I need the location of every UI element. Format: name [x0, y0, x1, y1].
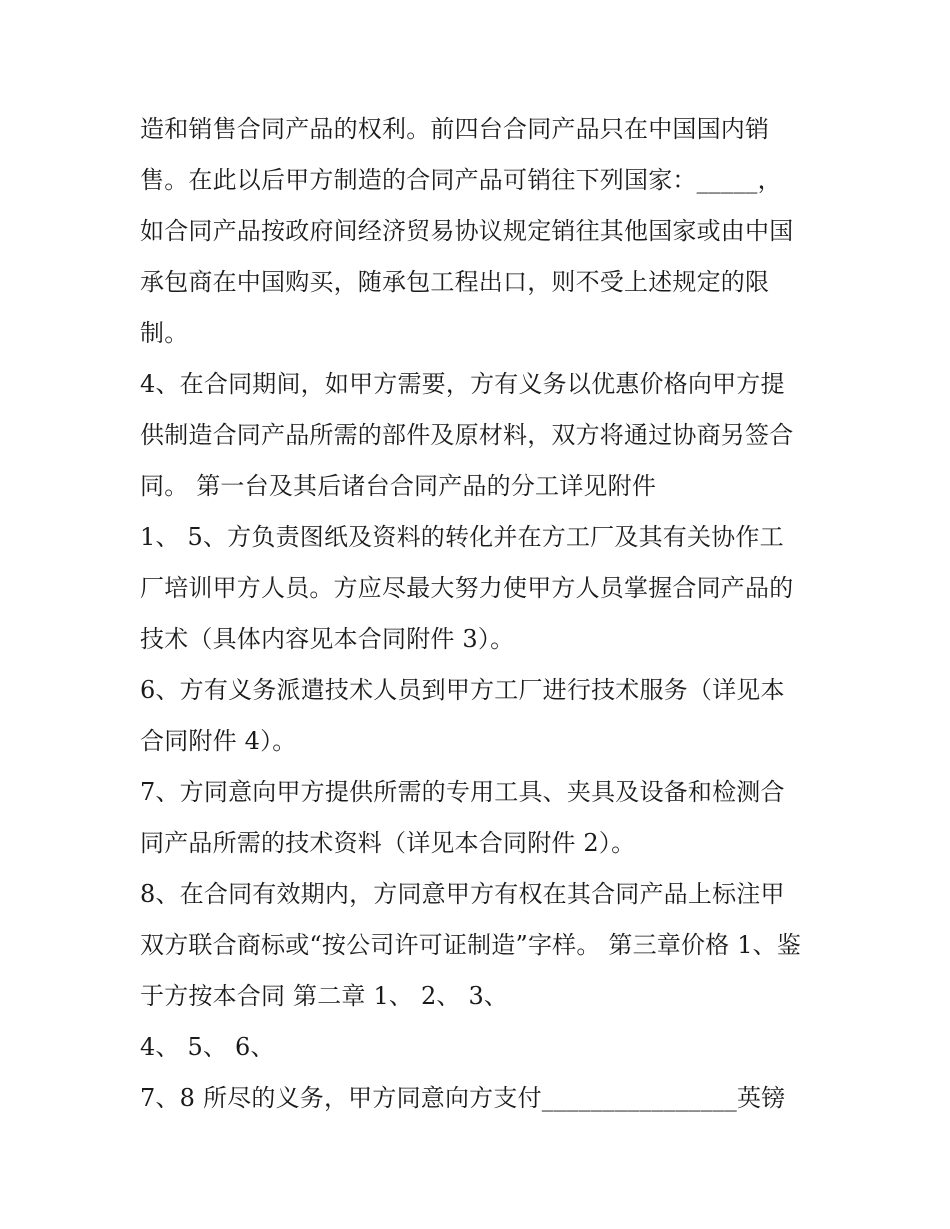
paragraph-line: 厂培训甲方人员。方应尽最大努力使甲方人员掌握合同产品的 [140, 574, 794, 602]
paragraph-line: 4、 5、 6、 [140, 1033, 275, 1061]
paragraph-line: 于方按本合同 第二章 1、 2、 3、 [140, 982, 509, 1010]
paragraph-line: 4、在合同期间，如甲方需要，方有义务以优惠价格向甲方提 [140, 370, 785, 398]
paragraph-line: 如合同产品按政府间经济贸易协议规定销往其他国家或由中国 [140, 217, 794, 245]
paragraph-line: 8、在合同有效期内，方同意甲方有权在其合同产品上标注甲 [140, 880, 785, 908]
paragraph-line: 同。 第一台及其后诸台合同产品的分工详见附件 [140, 472, 657, 500]
paragraph-line: 造和销售合同产品的权利。前四台合同产品只在中国国内销 [140, 115, 770, 143]
paragraph-line: 同产品所需的技术资料（详见本合同附件 2）。 [140, 829, 636, 857]
paragraph-line: 1、 5、方负责图纸及资料的转化并在方工厂及其有关协作工 [140, 523, 784, 551]
paragraph-line: 承包商在中国购买，随承包工程出口，则不受上述规定的限 [140, 268, 770, 296]
paragraph-line: 供制造合同产品所需的部件及原材料，双方将通过协商另签合 [140, 421, 794, 449]
paragraph-line: 技术（具体内容见本合同附件 3）。 [140, 625, 515, 653]
paragraph-line: 合同附件 4）。 [140, 727, 297, 755]
paragraph-line: 6、方有义务派遣技术人员到甲方工厂进行技术服务（详见本 [140, 676, 785, 704]
paragraph-line: 双方联合商标或“按公司许可证制造”字样。 第三章价格 1、鉴 [140, 931, 802, 959]
paragraph-line: 7、方同意向甲方提供所需的专用工具、夹具及设备和检测合 [140, 778, 785, 806]
paragraph-line: 制。 [140, 319, 189, 347]
paragraph-line: 7、8 所尽的义务，甲方同意向方支付________________英镑 [140, 1084, 786, 1112]
paragraph-line: 售。在此以后甲方制造的合同产品可销往下列国家：_____， [140, 166, 782, 194]
